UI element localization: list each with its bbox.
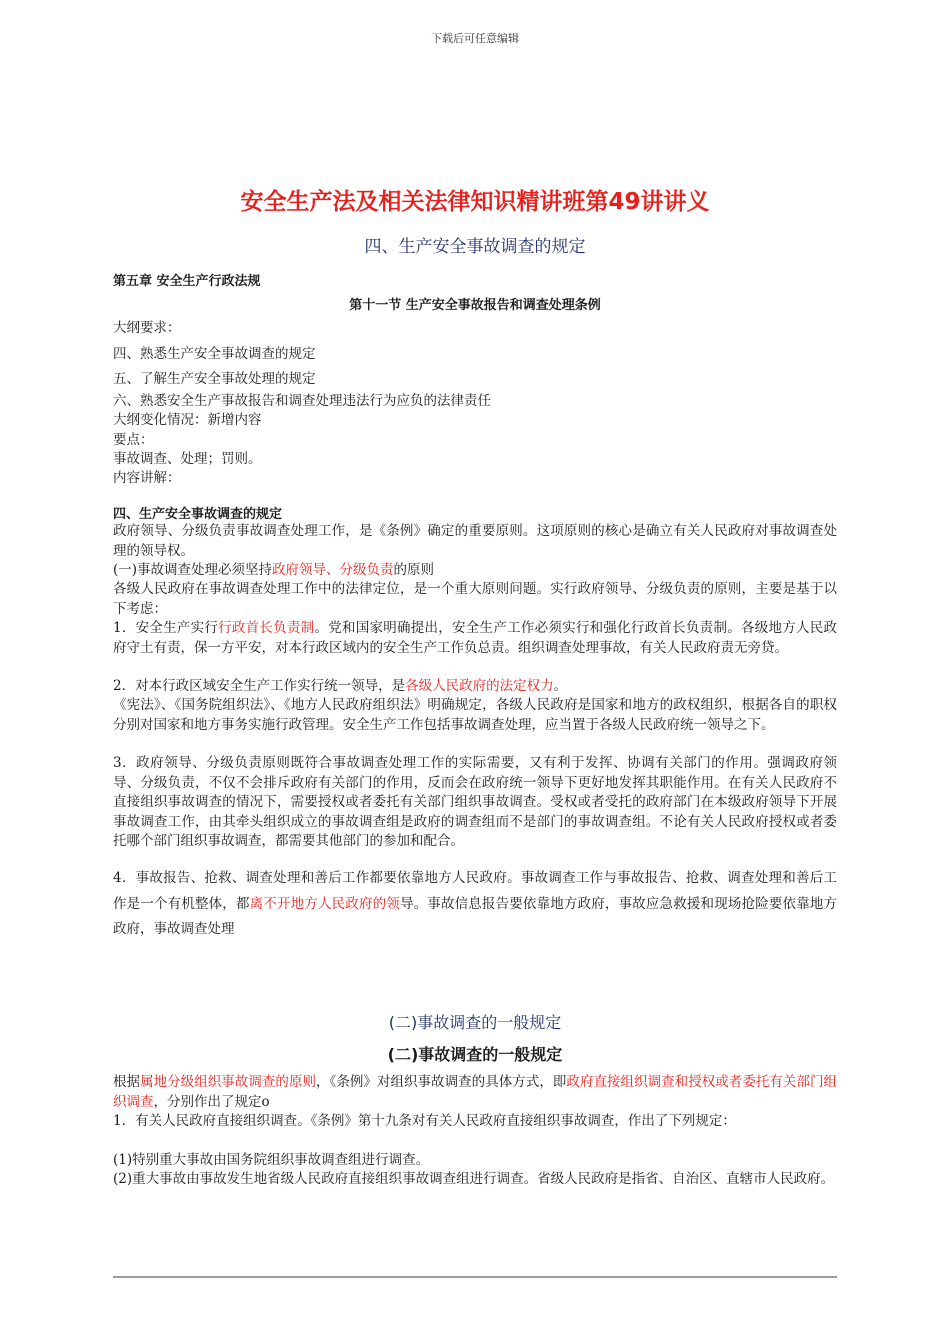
highlight: 各级人民政府的法定权力	[405, 678, 554, 694]
highlight: 属地分级组织事故调查的原则	[140, 1074, 317, 1090]
section2-title-blue: (二)事故调查的一般规定	[388, 1013, 562, 1032]
body-heading: 四、生产安全事故调查的规定	[113, 507, 283, 522]
sub-title: 四、生产安全事故调查的规定	[364, 237, 586, 257]
footer-rule	[113, 1276, 837, 1278]
paragraph: 1．安全生产实行行政首长负责制。党和国家明确提出，安全生产工作必须实行和强化行政首长负责制。各级地方人民政府守土有责，保一方平安，对本行政区域内的安全生产工作负总责。组织调查处理事故，有关人民政府责无旁贷。	[113, 620, 838, 656]
paragraph: 政府领导、分级负责事故调查处理工作，是《条例》确定的重要原则。这项原则的核心是确立有关人民政府对事故调查处理的领导权。	[113, 523, 837, 559]
highlight: 离不开地方人民政府的领	[249, 895, 400, 912]
paragraph: 4．事故报告、抢救、调查处理和善后工作都要依靠地方人民政府。事故调查工作与事故报告、抢救、调查处理和善后工作是一个有机整体，都离不开地方人民政府的领导。事故信息报告要依靠地方政府，事故应急救援和现场抢险要依靠地方政府，事故调查处理	[113, 870, 838, 937]
paragraph: 根据属地分级组织事故调查的原则，《条例》对组织事故调查的具体方式，即政府直接组织调查和授权或者委托有关部门组织调查，分别作出了规定o	[113, 1074, 838, 1110]
section-heading: 第十一节 生产安全事故报告和调查处理条例	[349, 298, 601, 313]
outline-line: 大纲要求：	[113, 320, 181, 336]
paragraph: 1．有关人民政府直接组织调查。《条例》第十九条对有关人民政府直接组织事故调查，作出了下列规定：	[113, 1113, 736, 1129]
paragraph: 各级人民政府在事故调查处理工作中的法律定位，是一个重大原则问题。实行政府领导、分级负责的原则，主要是基于以下考虑：	[113, 581, 837, 617]
outline-line: 内容讲解：	[113, 470, 181, 486]
paragraph: 2．对本行政区域安全生产工作实行统一领导，是各级人民政府的法定权力。	[113, 678, 568, 694]
highlight: 政府领导、分级负责	[272, 562, 394, 578]
outline-line: 四、熟悉生产安全事故调查的规定	[113, 346, 316, 362]
main-title: 安全生产法及相关法律知识精讲班第49讲讲义	[240, 189, 710, 215]
paragraph: (1)特别重大事故由国务院组织事故调查组进行调查。	[113, 1152, 430, 1168]
outline-line: 要点：	[113, 432, 154, 448]
outline-line: 事故调查、处理；罚则。	[113, 451, 262, 467]
highlight: 行政首长负责制	[218, 620, 315, 636]
paragraph: 3．政府领导、分级负责原则既符合事故调查处理工作的实际需要，又有利于发挥、协调有关部门的作用。强调政府领导、分级负责，不仅不会排斥政府有关部门的作用，反而会在政府统一领导下更好地发挥其职能作用。在有关人民政府不直接组织事故调查的情况下，需要授权或者委托有关部门组织事故调查。受权或者受托的政府部门在本级政府领导下开展事故调查工作，由其牵头组织成立的事故调查组是政府的调查组而不是部门的事故调查组。不论有关人民政府授权或者委托哪个部门组织事故调查，都需要其他部门的参加和配合。	[113, 755, 837, 849]
outline-line: 大纲变化情况：新增内容	[113, 412, 262, 428]
chapter-heading: 第五章 安全生产行政法规	[113, 274, 261, 289]
header-note: 下载后可任意编辑	[431, 32, 519, 45]
outline-line: 六、熟悉安全生产事故报告和调查处理违法行为应负的法律责任	[113, 393, 491, 409]
paragraph: (2)重大事故由事故发生地省级人民政府直接组织事故调查组进行调查。省级人民政府是指省、自治区、直辖市人民政府。	[113, 1171, 835, 1187]
outline-line: 五、了解生产安全事故处理的规定	[113, 371, 316, 387]
paragraph: 《宪法》、《国务院组织法》、《地方人民政府组织法》明确规定，各级人民政府是国家和地方的政权组织，根据各自的职权分别对国家和地方事务实施行政管理。安全生产工作包括事故调查处理，应当置于各级人民政府统一领导之下。	[113, 697, 837, 733]
paragraph: (一)事故调查处理必须坚持政府领导、分级负责的原则	[113, 562, 435, 578]
section2-title: (二)事故调查的一般规定	[387, 1045, 563, 1064]
highlight: 政府直接组织调查和授权或者委托有关部门组织调查	[113, 1074, 838, 1110]
